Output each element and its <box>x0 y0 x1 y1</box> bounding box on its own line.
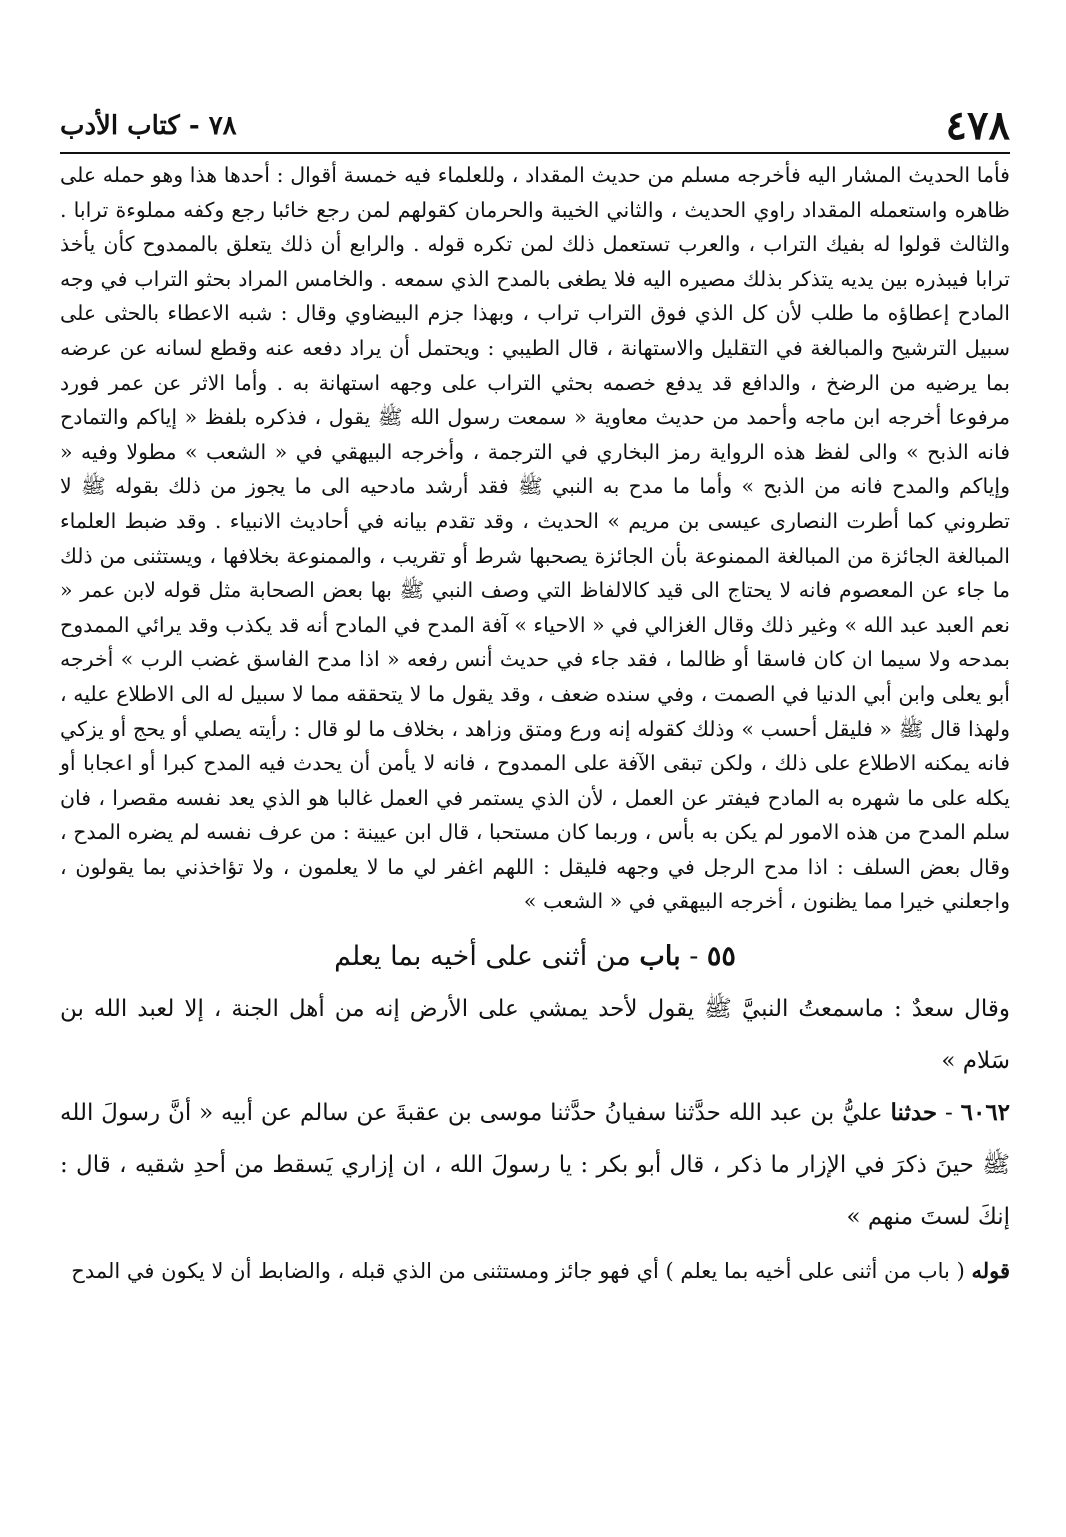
book-page <box>60 100 1010 1510</box>
sharh-text: ( باب من أثنى على أخيه بما يعلم ) أي فهو جائز ومستثنى من الذي قبله ، والضابط أن لا يكون في المدح <box>71 1259 965 1284</box>
commentary-paragraph: فأما الحديث المشار اليه فأخرجه مسلم من حديث المقداد ، وللعلماء فيه خمسة أقوال : أحدها هذا وهو حمله على ظاهره واستعمله المقداد راوي الحديث ، والثاني الخيبة والحرمان كقولهم لمن رجع خائبا رجع وكفه مملوءة ترابا . والثالث قولوا له بفيك التراب ، والعرب تستعمل ذلك لمن تكره قوله . والرابع أن ذلك يتعلق بالممدوح كأن يأخذ ترابا فيبذره بين يديه يتذكر بذلك مصيره اليه فلا يطغى بالمدح الذي سمعه . والخامس المراد بحثو التراب في وجه المادح إعطاؤه ما طلب لأن كل الذي فوق التراب تراب ، وبهذا جزم البيضاوي وقال : شبه الاعطاء بالحثى على سبيل الترشيح والمبالغة في التقليل والاستهانة ، قال الطيبي : ويحتمل أن يراد دفعه عنه وقطع لسانه عن عرضه بما يرضيه من الرضخ ، والدافع قد يدفع خصمه بحثي التراب على وجهه استهانة به . وأما الاثر عن عمر فورد مرفوعا أخرجه ابن ماجه وأحمد من حديث معاوية « سمعت رسول الله ﷺ يقول ، فذكره بلفظ « إياكم والتمادح فانه الذبح » والى لفظ هذه الرواية رمز البخاري في الترجمة ، وأخرجه البيهقي في « الشعب » مطولا وفيه « وإياكم والمدح فانه من الذبح » وأما ما مدح به النبي ﷺ فقد أرشد مادحيه الى ما يجوز من ذلك بقوله ﷺ لا تطروني كما أطرت النصارى عيسى بن مريم » الحديث ، وقد تقدم بيانه في أحاديث الانبياء . وقد ضبط العلماء المبالغة الجائزة من المبالغة الممنوعة بأن الجائزة يصحبها شرط أو تقريب ، والممنوعة بخلافها ، ويستثنى من ذلك ما جاء عن المعصوم فانه لا يحتاج الى قيد كالالفاظ التي وصف النبي ﷺ بها بعض الصحابة مثل قوله لابن عمر « نعم العبد عبد الله » وغير ذلك وقال الغزالي في « الاحياء » آفة المدح في المادح أنه قد يكذب وقد يرائي الممدوح بمدحه ولا سيما ان كان فاسقا أو ظالما ، فقد جاء في حديث أنس رفعه « اذا مدح الفاسق غضب الرب » أخرجه أبو يعلى وابن أبي الدنيا في الصمت ، وفي سنده ضعف ، وقد يقول ما لا يتحققه مما لا سبيل له الى الاطلاع عليه ، ولهذا قال ﷺ « فليقل أحسب » وذلك كقوله إنه ورع ومتق وزاهد ، بخلاف ما لو قال : رأيته يصلي أو يحج أو يزكي فانه يمكنه الاطلاع على ذلك ، ولكن تبقى الآفة على الممدوح ، فانه لا يأمن أن يحدث فيه المدح كبرا أو اعجابا أو يكله على ما شهره به المادح فيفتر عن العمل ، لأن الذي يستمر في العمل غالبا هو الذي يعد نفسه مقصرا ، فان سلم المدح من هذه الامور لم يكن به بأس ، وربما كان مستحبا ، قال ابن عيينة : من عرف نفسه لم يضره المدح ، وقال بعض السلف : اذا مدح الرجل في وجهه فليقل : اللهم اغفر لي ما لا يعلمون ، ولا تؤاخذني بما يقولون ، واجعلني خيرا مما يظنون ، أخرجه البيهقي في « الشعب » <box>60 163 1010 914</box>
bab-word: باب <box>639 941 681 973</box>
page-number: ٤٧٨ <box>945 102 1010 149</box>
hadith-entry <box>60 1087 1010 1243</box>
bab-dash: - <box>689 941 699 973</box>
bab-title: من أثنى على أخيه بما يعلم <box>334 941 631 973</box>
sharh-block <box>60 1253 1010 1289</box>
book-title: ٧٨ - كتاب الأدب <box>60 111 237 141</box>
hadith-block <box>60 983 1010 1243</box>
hadith-text: عليُّ بن عبد الله حدَّثنا سفيانُ حدَّثنا موسى بن عقبةَ عن سالم عن أبيه « أنَّ رسولَ الله ﷺ حينَ ذكرَ في الإزار ما ذكر ، قال أبو بكر : يا رسولَ الله ، ان إزاري يَسقط من أحدِ شقيه ، قال : إنكَ لستَ منهم » <box>60 1100 1010 1231</box>
hadith-dash: - <box>944 1100 953 1127</box>
page-header <box>60 100 1010 154</box>
hadith-intro: وقال سعدٌ : ماسمعتُ النبيَّ ﷺ يقول لأحد يمشي على الأرض إنه من أهل الجنة ، إلا لعبد الله بن سَلام » <box>60 996 1010 1075</box>
hadith-haddathana: حدثنا <box>890 1099 938 1127</box>
sharh-lead: قوله <box>971 1258 1010 1284</box>
hadith-number: ٦٠٦٢ <box>960 1099 1011 1127</box>
commentary-block <box>60 158 1010 919</box>
bab-number: ٥٥ <box>706 941 736 973</box>
bab-heading <box>60 937 1010 977</box>
